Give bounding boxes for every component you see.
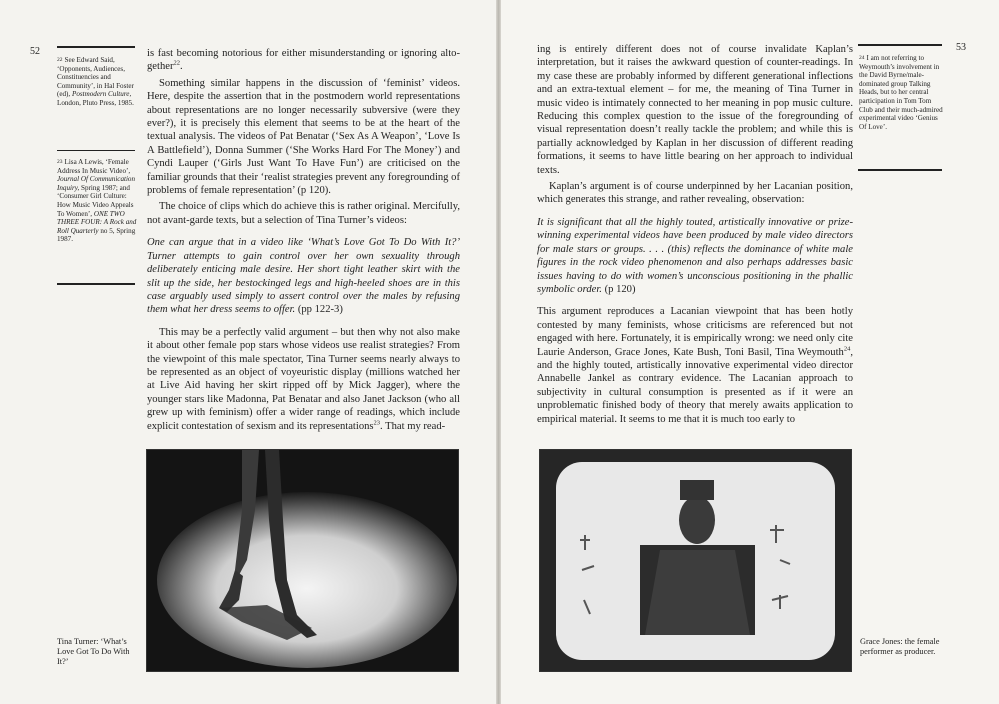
photo-caption-right: Grace Jones: the female performer as producer. xyxy=(860,637,940,656)
paragraph: The choice of clips which do achieve this is rather original. Mercifully, not avant-garde texts, but a selection of Tina Turner’s videos: xyxy=(147,201,460,226)
page-number-left: 52 xyxy=(30,46,40,57)
left-body-text xyxy=(147,47,460,436)
footnote-24: $^{24}$ I am not referring to Weymouth’s involvement in the David Byrne/male-dominated group Talking Heads, but to her central participation in Tom Tom Club and their much-admired experimental video ‘Genius Of Love’. xyxy=(859,54,943,131)
notes-top-rule xyxy=(57,46,135,48)
tv-screen-illustration xyxy=(540,450,851,671)
notes-top-rule-right xyxy=(858,44,942,46)
block-quote: One can argue that in a video like ‘What’s Love Got To Do With It?’ Turner attempts to gain control over her own sexuality through deliberately enticing male desire. Her short tight leather skirt with the slit up the side, her bestockinged legs and high-heeled shoes are in this case arguably used simply to assert control over the males by refusing them what her dress seems to offer. (pp 122-3) xyxy=(147,237,460,316)
notes-bottom-rule-right xyxy=(858,169,942,171)
grace-jones-photo xyxy=(539,449,852,672)
paragraph: This argument reproduces a Lacanian viewpoint that has been hotly contested by many feminists, whose criticisms are referenced but not engaged with here. Fortunately, it is empirically wrong: we need only cite Laurie Anderson, Grace Jones, Kate Bush, Toni Basil, Tina Weymouth$^{24}$, and the highly touted, artistically innovative experimental video director Annabelle Jankel as contrary evidence. The Lacanian approach to subjectivity in cultural consumption is presented as if it were an unproblematic finished body of theory that merely awaits application to empirical material. It seems to me that it is much too early to xyxy=(537,306,853,425)
notes-bottom-rule xyxy=(57,283,135,285)
left-page xyxy=(0,0,498,704)
right-body-text xyxy=(537,43,853,429)
paragraph: Something similar happens in the discussion of ‘feminist’ videos. Here, despite the assertion that in the postmodern world representations about representations are no longer necessarily subversive (were they ever?), it is precisely this element that seems to be at the heart of the textual analysis. The videos of Pat Benatar (‘Sex As A Weapon’, ‘Love Is A Battlefield’), Donna Summer (‘She Works Hard For The Money’) and Cyndi Lauper (‘Girls Just Want To Have Fun’) are criticised on the familiar grounds that their ‘realist strategies prevent any foregrounding of problems of female representation’ (p 120). xyxy=(147,77,460,197)
paragraph: This may be a perfectly valid argument – but then why not also make it about other female pop stars whose videos use realist strategies? From the viewpoint of this male spectator, Tina Turner seems nearly always to be represented as an object of voyeuristic display (millions watched her at Live Aid having her skirt ripped off by Mick Jagger), where the younger stars like Madonna, Pat Benatar and also Janet Jackson (who all grew up with feminism) offer a wider range of readings, which include explicit contestation of sexism and its representations$^{23}$. That my read- xyxy=(147,326,460,432)
footnote-23: $^{23}$ Lisa A Lewis, ‘Female Address In Music Video’, Journal Of Communication Inquiry, Spring 1987; and ‘Consumer Girl Culture: How Music Video Appeals To Women’, ONE TWO THREE FOUR: A Rock and Roll Quarterly no 5, Spring 1987. xyxy=(57,158,137,244)
paragraph: ing is entirely different does not of course invalidate Kaplan’s interpretation, but it raises the awkward question of counter-readings. In my case these are probably informed by different generational inflections and an extra-textual element – for me, the meaning of Tina Turner in music video is intimately connected to her meaning in pop music culture. Reducing this complex question to the issue of the foregrounding of visual representation doesn’t really tackle the problem; and while this is partially acknowledged by Kaplan in her discussion of different reading formations, it seems to have little bearing on her approach to individual texts. xyxy=(537,44,853,176)
notes-divider xyxy=(57,150,135,151)
page-number-right: 53 xyxy=(956,42,966,53)
paragraph: Kaplan’s argument is of course underpinned by her Lacanian position, which generates this strange, and rather revealing, observation: xyxy=(537,181,853,206)
block-quote: It is significant that all the highly touted, artistically innovative or prize-winning experimental videos have been produced by male video directors for male stars or groups. . . . (this) reflects the dominance of white male figures in the rock video phenomenon and also perhaps addresses basic issues having to do with women’s unconscious positioning in the phallic symbolic order. (p 120) xyxy=(537,216,853,295)
tina-turner-photo xyxy=(146,449,459,672)
right-page xyxy=(501,0,999,704)
photo-caption-left: Tina Turner: ‘What’s Love Got To Do With It?’ xyxy=(57,637,130,666)
paragraph: is fast becoming notorious for either misunderstanding or ignoring alto-gether$^{22}$. xyxy=(147,48,460,73)
photo-illustration xyxy=(147,450,458,671)
footnote-22: $^{22}$ See Edward Said, ‘Opponents, Audiences, Constituencies and Community’, in Hal Foster (ed), Postmodern Culture, London, Pluto Press, 1985. xyxy=(57,56,134,107)
